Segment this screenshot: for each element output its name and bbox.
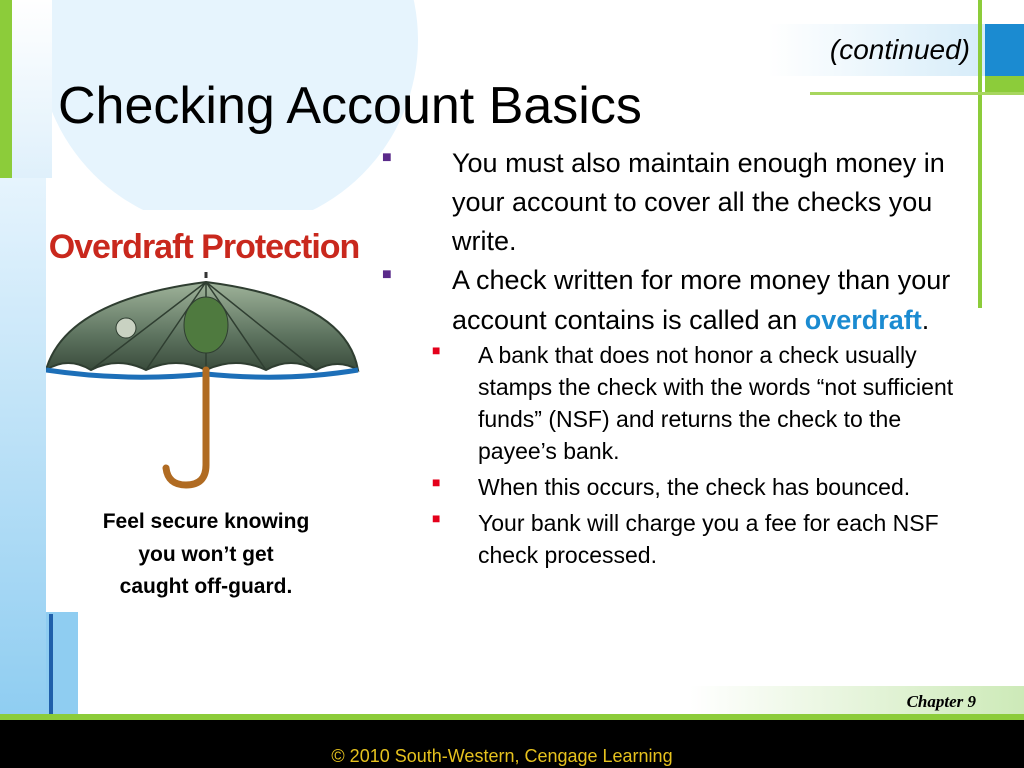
bullet-item: [382, 144, 982, 261]
sub-bullet-item: [382, 472, 982, 504]
image-heading: Overdraft Protection: [48, 228, 360, 266]
copyright-text: © 2010 South-Western, Cengage Learning: [331, 746, 673, 766]
sub-bullet-text: A bank that does not honor a check usually stamps the check with the words “not sufficient funds” (NSF) and returns the check to the payee’s bank.: [478, 341, 954, 464]
square-bullet-icon: ■: [382, 149, 392, 166]
sub-bullet-text: When this occurs, the check has bounced.: [478, 473, 911, 500]
bullet-text: You must also maintain enough money in your account to cover all the checks you write.: [452, 148, 945, 257]
square-bullet-icon: ■: [382, 266, 392, 284]
square-bullet-icon: ■: [432, 341, 441, 358]
umbrella-icon: [46, 270, 361, 500]
left-fade-bar: [12, 0, 52, 178]
caption-line: Feel secure knowing: [102, 510, 310, 533]
sub-bullet-item: [382, 340, 982, 468]
sub-bullet-text: Your bank will charge you a fee for each NSF check processed.: [478, 509, 939, 568]
sub-bullet-item: [382, 508, 982, 572]
left-blue-column: [0, 178, 46, 716]
caption-line: caught off-guard.: [119, 575, 293, 599]
top-right-horizontal-line: [810, 92, 1024, 95]
left-accent-bar: [0, 0, 12, 178]
top-right-blue-block: [985, 24, 1024, 76]
square-bullet-icon: ■: [432, 473, 441, 490]
continued-label: (continued): [829, 34, 970, 65]
image-caption: [56, 506, 356, 604]
chapter-label: Chapter 9: [906, 692, 976, 711]
square-bullet-icon: ■: [432, 509, 441, 526]
key-term: overdraft: [804, 304, 922, 335]
bullet-item: [382, 261, 982, 339]
bullet-text: A check written for more money than your account contains is called an: [452, 265, 951, 335]
bullet-text-end: .: [921, 304, 930, 335]
slide-title: Checking Account Basics: [58, 77, 642, 135]
overdraft-protection-image: [46, 210, 361, 612]
bullet-list: [382, 144, 982, 571]
caption-line: you won’t get: [138, 542, 274, 566]
